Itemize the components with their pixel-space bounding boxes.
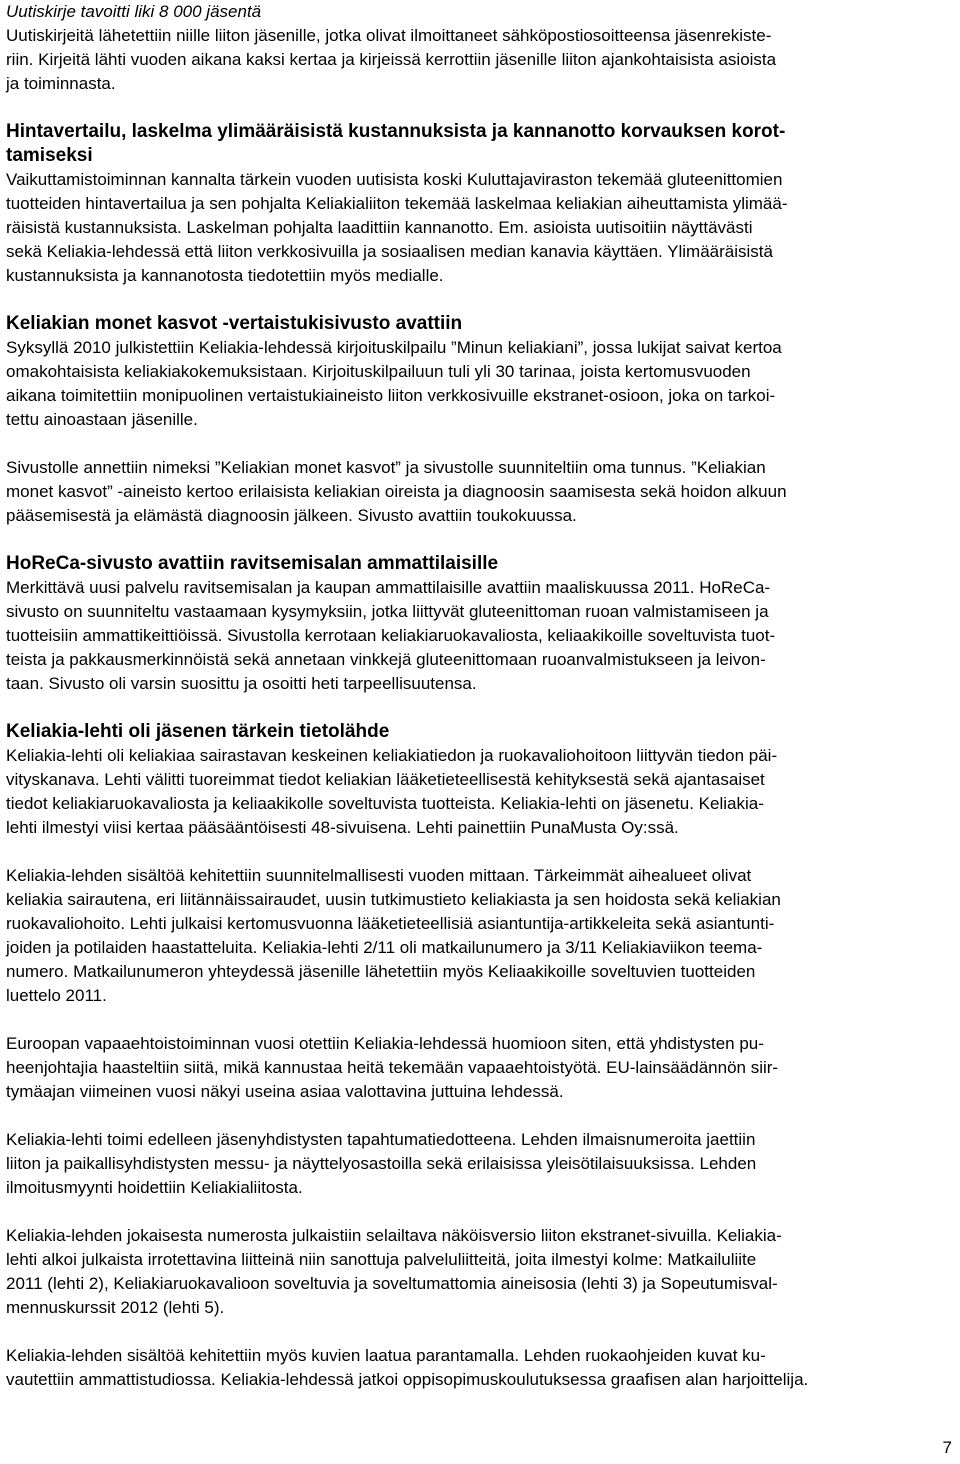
- text-line: 2011 (lehti 2), Keliakiaruokavalioon soveltuvia ja soveltumattomia aineisosia (lehti 3) ja Sopeutumisval-: [6, 1274, 778, 1293]
- text-line: vautettiin ammattistudiossa. Keliakia-lehdessä jatkoi oppisopimuskoulutuksessa graafisen alan harjoittelija.: [6, 1370, 809, 1389]
- text-line: tiedot keliakiaruokavaliosta ja keliaakikolle soveltuvista tuotteista. Keliakia-lehti on jäsenetu. Keliakia-: [6, 794, 764, 813]
- text-line: Keliakia-lehti toimi edelleen jäsenyhdistysten tapahtumatiedotteena. Lehden ilmaisnumeroita jaettiin: [6, 1130, 756, 1149]
- text-line: kustannuksista ja kannanotosta tiedotettiin myös medialle.: [6, 266, 444, 285]
- document-page: [6, 0, 952, 1392]
- text-line: ja toiminnasta.: [6, 74, 116, 93]
- text-line: aikana toimitettiin monipuolinen vertaistukiaineisto liiton verkkosivuille ekstranet-osioon, joka on tarkoi-: [6, 386, 776, 405]
- text-line: Keliakia-lehti oli keliakiaa sairastavan keskeinen keliakiatiedon ja ruokavaliohoitoon liittyvän tiedon päi-: [6, 746, 778, 765]
- text-line: Uutiskirjeitä lähetettiin niille liiton jäsenille, jotka olivat ilmoittaneet sähköpostiosoitteensa jäsenrekiste-: [6, 26, 772, 45]
- text-line: tymäajan viimeinen vuosi näkyi useina asiaa valottavina juttuina lehdessä.: [6, 1082, 564, 1101]
- text-line: vityskanava. Lehti välitti tuoreimmat tiedot keliakian lääketieteellisestä kehityksestä sekä ajantasaiset: [6, 770, 765, 789]
- text-line: Merkittävä uusi palvelu ravitsemisalan ja kaupan ammattilaisille avattiin maaliskuussa 2011. HoReCa-: [6, 578, 771, 597]
- text-line: lehti alkoi julkaista irrotettavina liitteinä niin sanottuja palveluliitteitä, joita ilmestyi kolme: Matkailuliite: [6, 1250, 757, 1269]
- text-line: luettelo 2011.: [6, 986, 107, 1005]
- section-heading: Hintavertailu, laskelma ylimääräisistä kustannuksista ja kannanotto korvauksen korot-: [6, 121, 786, 142]
- section-heading: Keliakian monet kasvot -vertaistukisivusto avattiin: [6, 313, 463, 334]
- text-line: ilmoitusmyynti hoidettiin Keliakialiitosta.: [6, 1178, 303, 1197]
- text-line: ruokavaliohoito. Lehti julkaisi kertomusvuonna lääketieteellisiä asiantuntija-artikkeleita sekä asiantunti-: [6, 914, 775, 933]
- section-heading: HoReCa-sivusto avattiin ravitsemisalan ammattilaisille: [6, 553, 499, 574]
- intro-title: Uutiskirje tavoitti liki 8 000 jäsentä: [6, 2, 262, 21]
- text-line: taan. Sivusto oli varsin suosittu ja osoitti heti tarpeellisuutensa.: [6, 674, 477, 693]
- text-line: teista ja pakkausmerkinnöistä sekä annetaan vinkkejä gluteenittomaan ruoanvalmistukseen ja leivon-: [6, 650, 766, 669]
- text-line: lehti ilmestyi viisi kertaa pääsääntöisesti 48-sivuisena. Lehti painettiin PunaMusta Oy:ssä.: [6, 818, 679, 837]
- text-line: sekä Keliakia-lehdessä että liiton verkkosivuilla ja sosiaalisen median kanavia käyttäen. Ylimääräisistä: [6, 242, 773, 261]
- text-line: mennuskurssit 2012 (lehti 5).: [6, 1298, 225, 1317]
- text-line: Keliakia-lehden jokaisesta numerosta julkaistiin selailtava näköisversio liiton ekstranet-sivuilla. Keliakia-: [6, 1226, 782, 1245]
- text-line: Keliakia-lehden sisältöä kehitettiin suunnitelmallisesti vuoden mittaan. Tärkeimmät aihealueet olivat: [6, 866, 752, 885]
- text-line: liiton ja paikallisyhdistysten messu- ja näyttelyosastoilla sekä erilaisissa yleisötilaisuuksissa. Lehden: [6, 1154, 757, 1173]
- section-heading: Keliakia-lehti oli jäsenen tärkein tietolähde: [6, 721, 390, 742]
- text-line: räisistä kustannuksista. Laskelman pohjalta laadittiin kannanotto. Em. asioista uutisoitiin näyttävästi: [6, 218, 753, 237]
- text-line: monet kasvot” -aineisto kertoo erilaisista keliakian oireista ja diagnoosin saamisesta sekä hoidon alkuun: [6, 482, 787, 501]
- text-line: tettu ainoastaan jäsenille.: [6, 410, 198, 429]
- text-line: keliakia sairautena, eri liitännäissairaudet, uusin tutkimustieto keliakiasta ja sen hoidosta sekä keliakian: [6, 890, 781, 909]
- text-line: Sivustolle annettiin nimeksi ”Keliakian monet kasvot” ja sivustolle suunniteltiin oma tunnus. ”Keliakian: [6, 458, 766, 477]
- text-line: riin. Kirjeitä lähti vuoden aikana kaksi kertaa ja kirjeissä kerrottiin jäsenille liiton ajankohtaisista asioista: [6, 50, 777, 69]
- text-line: heenjohtajia haasteltiin siitä, mikä kannustaa heitä tekemään vapaaehtoistyötä. EU-lainsäädännön siir-: [6, 1058, 779, 1077]
- text-line: Vaikuttamistoiminnan kannalta tärkein vuoden uutisista koski Kuluttajaviraston tekemää gluteenittomien: [6, 170, 783, 189]
- text-line: tuotteiden hintavertailua ja sen pohjalta Keliakialiiton tekemää laskelmaa keliakian aiheuttamista ylimää-: [6, 194, 788, 213]
- text-line: Syksyllä 2010 julkistettiin Keliakia-lehdessä kirjoituskilpailu ”Minun keliakiani”, jossa lukijat saivat kertoa: [6, 338, 782, 357]
- text-line: sivusto on suunniteltu vastaamaan kysymyksiin, jotka liittyvät gluteenittoman ruoan valmistamiseen ja: [6, 602, 769, 621]
- text-line: joiden ja potilaiden haastatteluita. Keliakia-lehti 2/11 oli matkailunumero ja 3/11 Keliakiaviikon teema-: [6, 938, 763, 957]
- page-number: 7: [942, 1438, 952, 1457]
- section-heading: tamiseksi: [6, 145, 93, 166]
- text-line: Keliakia-lehden sisältöä kehitettiin myös kuvien laatua parantamalla. Lehden ruokaohjeiden kuvat ku-: [6, 1346, 766, 1365]
- text-line: numero. Matkailunumeron yhteydessä jäsenille lähetettiin myös Keliaakikoille soveltuvien tuotteiden: [6, 962, 756, 981]
- text-line: omakohtaisista keliakiakokemuksistaan. Kirjoituskilpailuun tuli yli 30 tarinaa, joista kertomusvuoden: [6, 362, 751, 381]
- text-line: pääsemisestä ja elämästä diagnoosin jälkeen. Sivusto avattiin toukokuussa.: [6, 506, 577, 525]
- text-line: Euroopan vapaaehtoistoiminnan vuosi otettiin Keliakia-lehdessä huomioon siten, että yhdistysten pu-: [6, 1034, 764, 1053]
- text-line: tuotteisiin ammattikeittiöissä. Sivustolla kerrotaan keliakiaruokavaliosta, keliaakikoille soveltuvista tuot-: [6, 626, 776, 645]
